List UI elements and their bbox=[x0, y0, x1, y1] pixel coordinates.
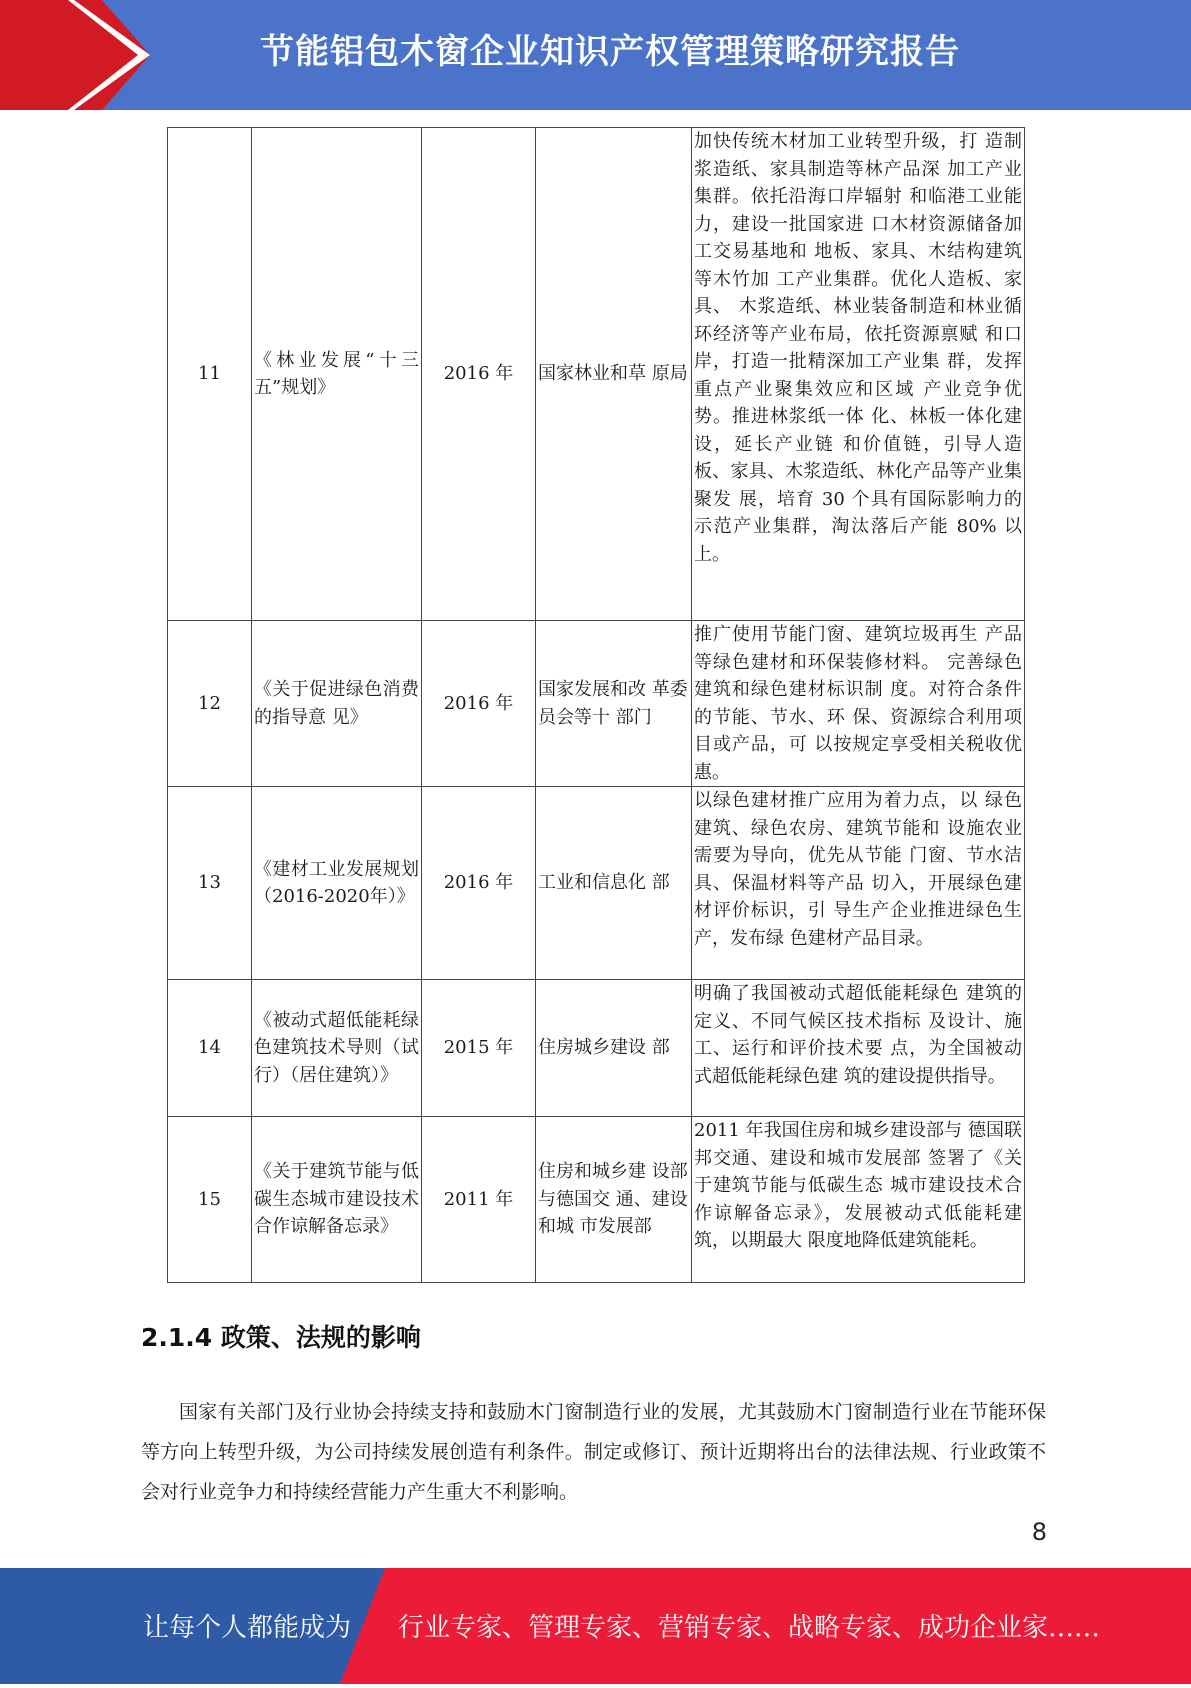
policy-year: 2016 年 bbox=[422, 621, 536, 787]
row-number: 11 bbox=[168, 128, 252, 621]
row-number: 15 bbox=[168, 1117, 252, 1283]
row-number: 12 bbox=[168, 621, 252, 787]
policy-name: 《关于建筑节能与低碳生态城市建设技术合作谅解备忘录》 bbox=[252, 1117, 422, 1283]
table-row bbox=[168, 787, 1025, 980]
policy-content: 加快传统木材加工业转型升级，打 造制浆造纸、家具制造等林产品深 加工产业集群。依托沿海口岸辐射 和临港工业能力，建设一批国家进 口木材资源储备加工交易基地和 地板、家具、木结构建筑等木竹加 工产业集群。优化人造板、家具、 木浆造纸、林业装备制造和林业循 环经济等产业布局，依托资源禀赋 和口岸，打造一批精深加工产业集 群，发挥重点产业聚集效应和区域 产业竞争优势。推进林浆纸一体 化、林板一体化建设，延长产业链 和价值链，引导人造板、家具、木浆造纸、林化产品等产业集聚发 展，培育 30 个具有国际影响力的 示范产业集群，淘汰落后产能 80% 以上。 bbox=[692, 128, 1025, 621]
page-header bbox=[0, 0, 1191, 110]
report-title: 节能铝包木窗企业知识产权管理策略研究报告 bbox=[260, 32, 960, 72]
row-number: 14 bbox=[168, 980, 252, 1117]
table-row bbox=[168, 128, 1025, 621]
policy-name: 《关于促进绿色消费的指导意 见》 bbox=[252, 621, 422, 787]
policy-content: 明确了我国被动式超低能耗绿色 建筑的定义、不同气候区技术指标 及设计、施工、运行和评价技术要 点，为全国被动式超低能耗绿色建 筑的建设提供指导。 bbox=[692, 980, 1025, 1117]
issuing-department: 住房和城乡建 设部与德国交 通、建设和城 市发展部 bbox=[536, 1117, 692, 1283]
issuing-department: 国家发展和改 革委员会等十 部门 bbox=[536, 621, 692, 787]
footer-slogan-left: 让每个人都能成为 bbox=[143, 1613, 352, 1643]
policy-year: 2016 年 bbox=[422, 787, 536, 980]
header-red-arrow bbox=[0, 0, 150, 110]
table-row bbox=[168, 980, 1025, 1117]
policy-name: 《被动式超低能耗绿色建筑技术导则（试行）（居住建筑）》 bbox=[252, 980, 422, 1117]
policy-year: 2011 年 bbox=[422, 1117, 536, 1283]
page-number: 8 bbox=[1031, 1518, 1047, 1546]
policy-name: 《建材工业发展规划（2016-2020年）》 bbox=[252, 787, 422, 980]
policy-content: 推广使用节能门窗、建筑垃圾再生 产品等绿色建材和环保装修材料。 完善绿色建筑和绿色建材标识制 度。对符合条件的节能、节水、环 保、资源综合利用项目或产品，可 以按规定享受相关税收优惠。 bbox=[692, 621, 1025, 787]
policy-content: 2011 年我国住房和城乡建设部与 德国联邦交通、建设和城市发展部 签署了《关于建筑节能与低碳生态 城市建设技术合作谅解备忘录》，发展被动式低能耗建筑，以期最大 限度地降低建筑能耗。 bbox=[692, 1117, 1025, 1283]
policy-year: 2015 年 bbox=[422, 980, 536, 1117]
table-row bbox=[168, 1117, 1025, 1283]
policy-name: 《林业发展“十三五”规划》 bbox=[252, 128, 422, 621]
footer-slogan-right: 行业专家、管理专家、营销专家、战略专家、成功企业家…… bbox=[398, 1613, 1101, 1643]
section-heading: 2.1.4 政策、法规的影响 bbox=[141, 1323, 421, 1352]
policy-content: 以绿色建材推广应用为着力点，以 绿色建筑、绿色农房、建筑节能和 设施农业需要为导向，优先从节能 门窗、节水洁具、保温材料等产品 切入，开展绿色建材评价标识，引 导生产企业推进绿色生产，发布绿 色建材产品目录。 bbox=[692, 787, 1025, 980]
policy-table bbox=[167, 127, 1025, 1283]
row-number: 13 bbox=[168, 787, 252, 980]
body-paragraph: 国家有关部门及行业协会持续支持和鼓励木门窗制造行业的发展，尤其鼓励木门窗制造行业在节能环保等方向上转型升级，为公司持续发展创造有利条件。制定或修订、预计近期将出台的法律法规、行业政策不会对行业竞争力和持续经营能力产生重大不利影响。 bbox=[141, 1401, 1046, 1503]
policy-year: 2016 年 bbox=[422, 128, 536, 621]
table-row bbox=[168, 621, 1025, 787]
issuing-department: 工业和信息化 部 bbox=[536, 787, 692, 980]
issuing-department: 住房城乡建设 部 bbox=[536, 980, 692, 1117]
page-footer bbox=[0, 1568, 1191, 1684]
issuing-department: 国家林业和草 原局 bbox=[536, 128, 692, 621]
